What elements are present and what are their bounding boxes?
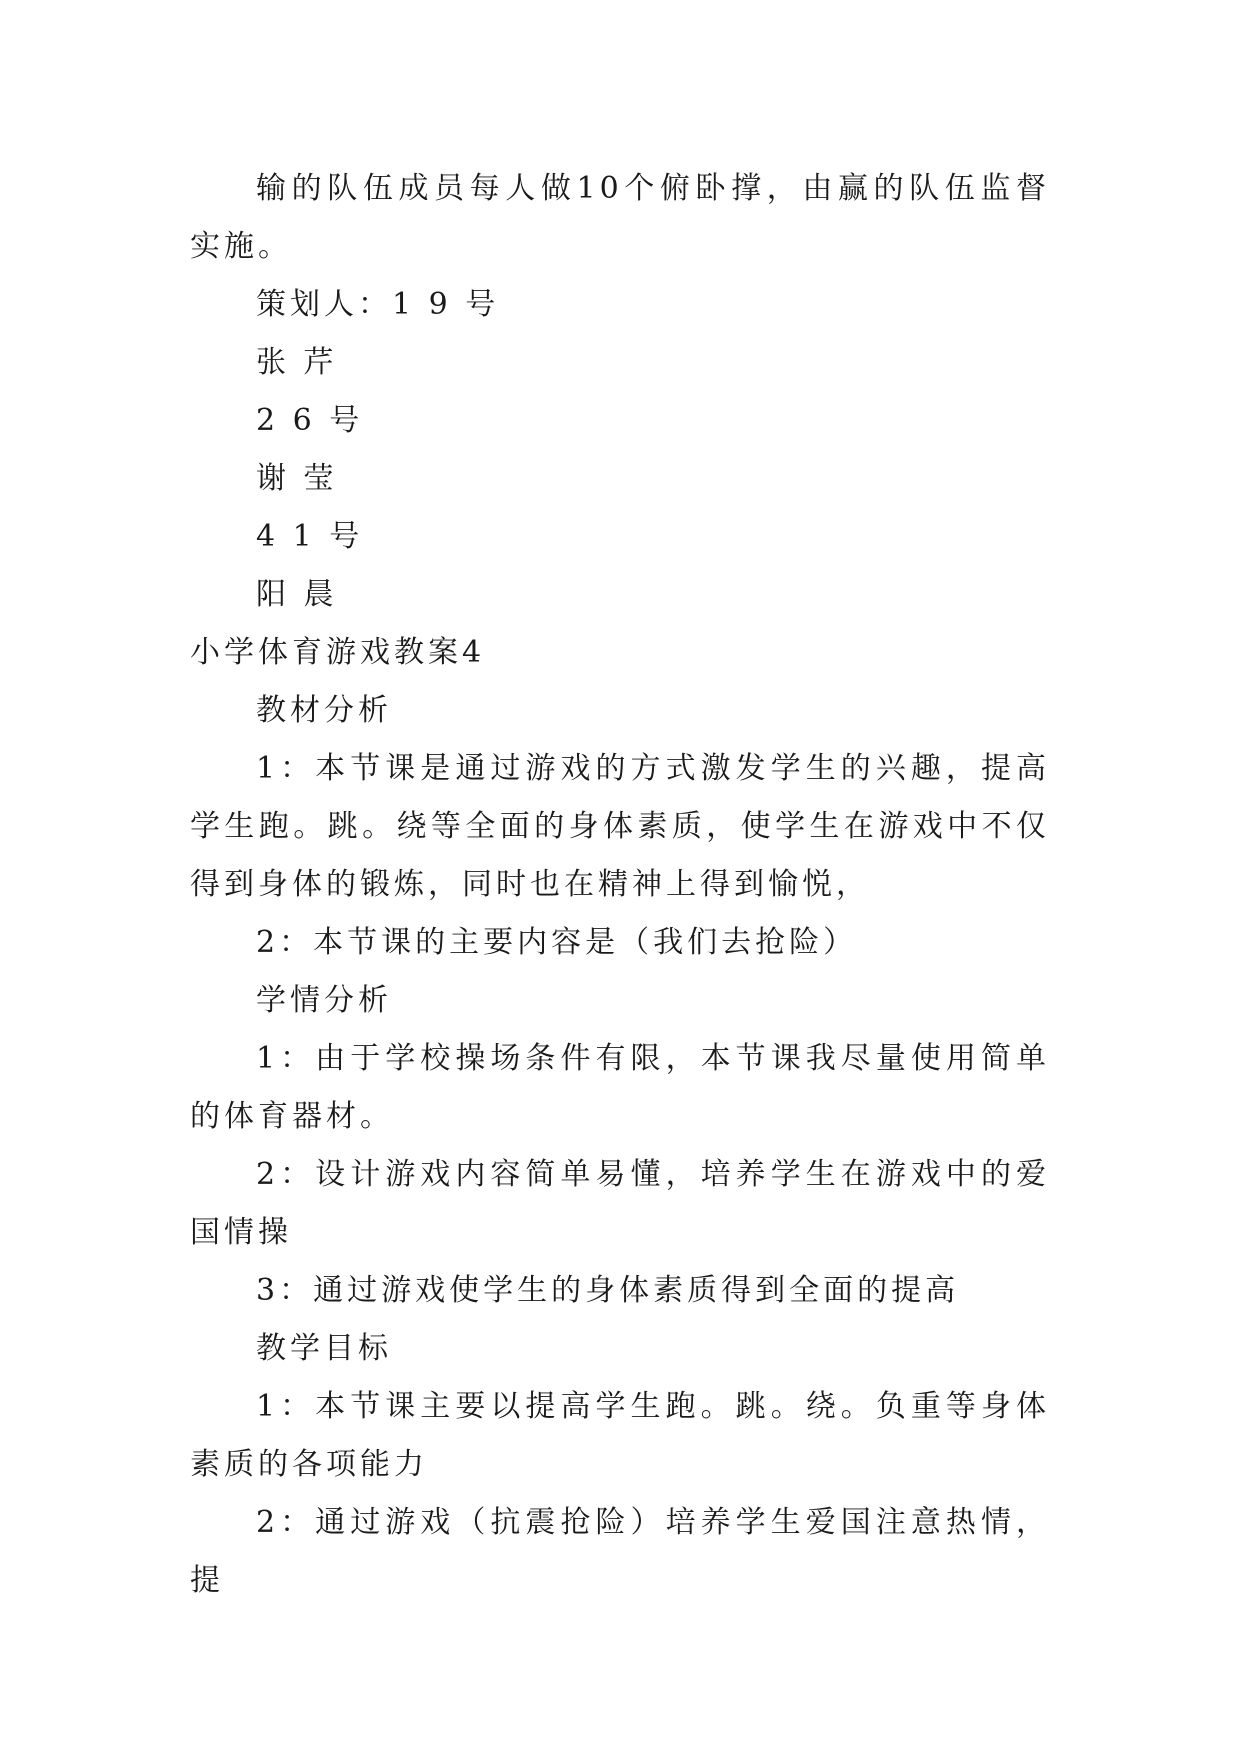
paragraph-goal-2: 2：通过游戏（抗震抢险）培养学生爱国注意热情，提: [190, 1505, 1050, 1598]
heading-student-analysis: 学情分析: [256, 983, 392, 1018]
heading-material-analysis: 教材分析: [256, 693, 392, 728]
paragraph-penalty-rule: 输的队伍成员每人做10个俯卧撑，由赢的队伍监督实施。: [190, 171, 1050, 264]
heading-teaching-goals: 教学目标: [256, 1331, 392, 1366]
paragraph-planner-name-2: 谢 莹: [256, 461, 338, 496]
paragraph-planner-name-1: 张 芹: [256, 345, 338, 380]
section-title: 小学体育游戏教案4: [190, 635, 486, 670]
document-body: [190, 160, 1050, 1610]
paragraph-planner-name-3: 阳 晨: [256, 577, 338, 612]
paragraph-planner-label: 策划人：1 9 号: [256, 287, 500, 322]
paragraph-student-1: 1：由于学校操场条件有限，本节课我尽量使用简单的体育器材。: [190, 1041, 1050, 1134]
paragraph-material-1: 1：本节课是通过游戏的方式激发学生的兴趣，提高学生跑。跳。绕等全面的身体素质，使学生在游戏中不仅得到身体的锻炼，同时也在精神上得到愉悦，: [190, 751, 1050, 902]
paragraph-planner-number-3: 4 1 号: [256, 519, 364, 554]
paragraph-student-3: 3：通过游戏使学生的身体素质得到全面的提高: [256, 1273, 960, 1308]
paragraph-student-2: 2：设计游戏内容简单易懂，培养学生在游戏中的爱国情操: [190, 1157, 1050, 1250]
paragraph-planner-number-2: 2 6 号: [256, 403, 364, 438]
paragraph-material-2: 2：本节课的主要内容是（我们去抢险）: [256, 925, 858, 960]
paragraph-goal-1: 1：本节课主要以提高学生跑。跳。绕。负重等身体素质的各项能力: [190, 1389, 1050, 1482]
